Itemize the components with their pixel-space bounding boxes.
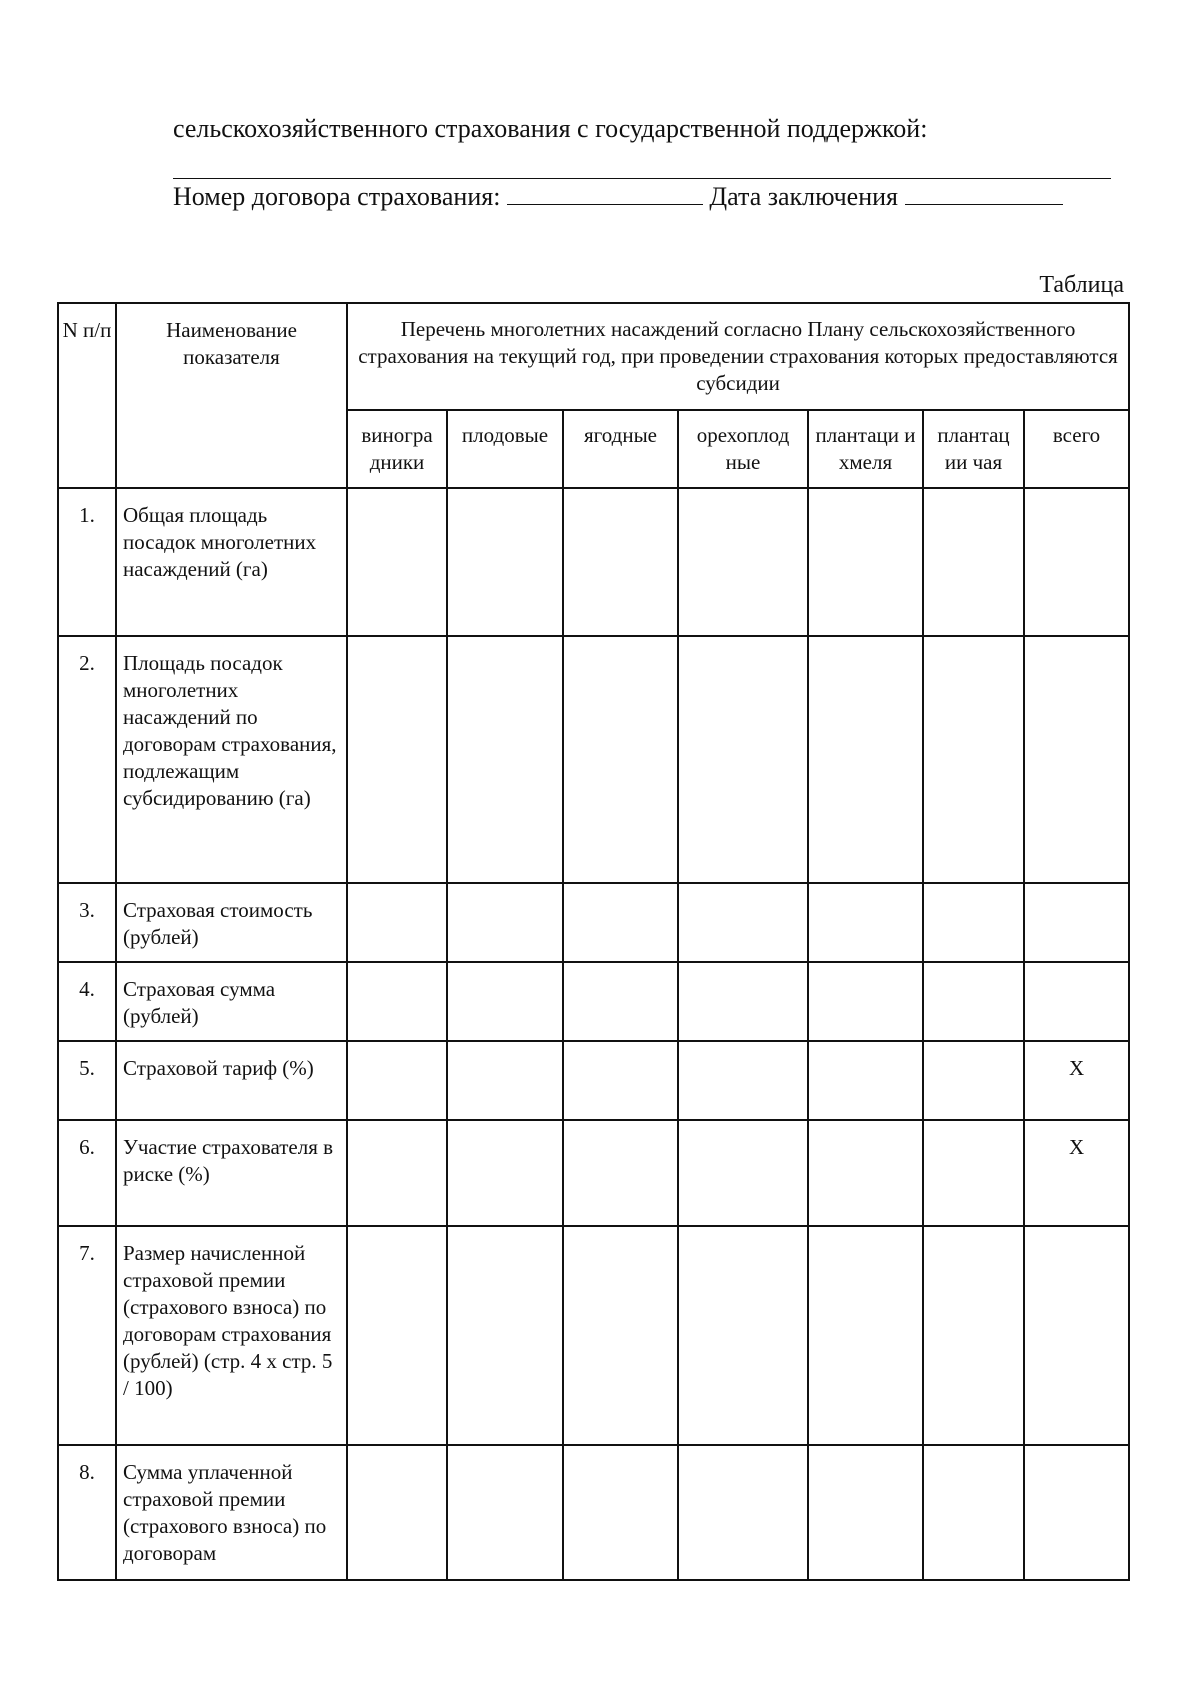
data-cell[interactable] [678, 883, 808, 962]
row-number: 2. [58, 636, 116, 883]
row-number: 3. [58, 883, 116, 962]
data-cell[interactable] [923, 488, 1024, 636]
contract-date-label: Дата заключения [709, 182, 898, 211]
data-cell[interactable] [923, 1120, 1024, 1226]
table-row [58, 1445, 1129, 1580]
row-number: 4. [58, 962, 116, 1041]
data-cell-total[interactable] [1024, 962, 1129, 1041]
col-header-hops: плантаци и хмеля [808, 410, 923, 488]
data-cell[interactable] [347, 883, 447, 962]
data-cell[interactable] [808, 1041, 923, 1120]
data-cell[interactable] [678, 962, 808, 1041]
data-cell[interactable] [563, 962, 678, 1041]
col-header-tea: плантац ии чая [923, 410, 1024, 488]
data-cell[interactable] [808, 636, 923, 883]
data-cell[interactable] [563, 1120, 678, 1226]
data-cell[interactable] [923, 636, 1024, 883]
table-row [58, 1226, 1129, 1445]
col-header-name: Наименование показателя [116, 303, 347, 488]
data-cell[interactable] [447, 636, 563, 883]
row-name: Участие страхователя в риске (%) [116, 1120, 347, 1226]
data-cell[interactable] [563, 883, 678, 962]
row-name: Площадь посадок многолетних насаждений по договорам страхования, подлежащим субсидированию (га) [116, 636, 347, 883]
intro-line: сельскохозяйственного страхования с государственной поддержкой: [173, 114, 928, 143]
header-row [58, 303, 1129, 410]
row-name: Страховая стоимость (рублей) [116, 883, 347, 962]
data-cell[interactable] [808, 1226, 923, 1445]
data-cell[interactable] [347, 962, 447, 1041]
row-number: 5. [58, 1041, 116, 1120]
group-header: Перечень многолетних насаждений согласно Плану сельскохозяйственного страхования на текущий год, при проведении страхования которых предоставляются субсидии [347, 303, 1129, 410]
table-caption: Таблица [1039, 272, 1124, 298]
data-cell[interactable] [808, 883, 923, 962]
data-cell[interactable] [447, 962, 563, 1041]
data-cell[interactable] [808, 1120, 923, 1226]
col-header-total: всего [1024, 410, 1129, 488]
contract-line [173, 181, 1063, 213]
blank-fill-line [173, 178, 1111, 179]
row-name: Общая площадь посадок многолетних насаждений (га) [116, 488, 347, 636]
data-cell[interactable] [563, 636, 678, 883]
data-cell[interactable] [678, 1226, 808, 1445]
data-cell[interactable] [678, 1120, 808, 1226]
data-cell-total[interactable] [1024, 636, 1129, 883]
table-row [58, 636, 1129, 883]
row-name: Страховая сумма (рублей) [116, 962, 347, 1041]
table-row [58, 962, 1129, 1041]
data-cell[interactable] [447, 488, 563, 636]
data-cell[interactable] [347, 1041, 447, 1120]
table-row [58, 1041, 1129, 1120]
table-row [58, 1120, 1129, 1226]
data-cell[interactable] [923, 1445, 1024, 1580]
data-cell[interactable] [347, 1226, 447, 1445]
data-cell[interactable] [808, 1445, 923, 1580]
data-cell[interactable] [447, 1041, 563, 1120]
data-cell[interactable] [347, 1445, 447, 1580]
data-cell-total[interactable]: X [1024, 1041, 1129, 1120]
data-cell[interactable] [678, 636, 808, 883]
data-cell-total[interactable] [1024, 883, 1129, 962]
data-cell[interactable] [347, 1120, 447, 1226]
data-cell[interactable] [563, 1041, 678, 1120]
data-cell[interactable] [678, 1445, 808, 1580]
contract-number-label: Номер договора страхования: [173, 182, 501, 211]
row-name: Размер начисленной страховой премии (страхового взноса) по договорам страхования (рублей) (стр. 4 x стр. 5 / 100) [116, 1226, 347, 1445]
data-cell[interactable] [447, 1226, 563, 1445]
data-cell[interactable] [563, 1445, 678, 1580]
data-cell[interactable] [563, 488, 678, 636]
data-cell[interactable] [808, 488, 923, 636]
col-header-berry: ягодные [563, 410, 678, 488]
data-cell[interactable] [347, 488, 447, 636]
table-row [58, 488, 1129, 636]
data-cell[interactable] [447, 1445, 563, 1580]
row-number: 8. [58, 1445, 116, 1580]
contract-number-field[interactable] [507, 182, 703, 205]
data-cell[interactable] [447, 883, 563, 962]
row-name: Страховой тариф (%) [116, 1041, 347, 1120]
col-header-number: N п/п [58, 303, 116, 488]
data-cell-total[interactable]: X [1024, 1120, 1129, 1226]
insurance-table [57, 302, 1130, 1581]
row-number: 1. [58, 488, 116, 636]
data-cell-total[interactable] [1024, 1226, 1129, 1445]
data-cell[interactable] [563, 1226, 678, 1445]
contract-date-field[interactable] [905, 182, 1063, 205]
col-header-fruit: плодовые [447, 410, 563, 488]
row-name: Сумма уплаченной страховой премии (страхового взноса) по договорам [116, 1445, 347, 1580]
data-cell-total[interactable] [1024, 488, 1129, 636]
data-cell[interactable] [678, 1041, 808, 1120]
col-header-nut: орехоплод ные [678, 410, 808, 488]
table-row [58, 883, 1129, 962]
data-cell[interactable] [678, 488, 808, 636]
data-cell[interactable] [347, 636, 447, 883]
row-number: 7. [58, 1226, 116, 1445]
data-cell[interactable] [923, 1226, 1024, 1445]
row-number: 6. [58, 1120, 116, 1226]
data-cell[interactable] [447, 1120, 563, 1226]
data-cell[interactable] [923, 883, 1024, 962]
data-cell[interactable] [923, 962, 1024, 1041]
data-cell[interactable] [808, 962, 923, 1041]
data-cell-total[interactable] [1024, 1445, 1129, 1580]
col-header-vineyards: виногра дники [347, 410, 447, 488]
data-cell[interactable] [923, 1041, 1024, 1120]
